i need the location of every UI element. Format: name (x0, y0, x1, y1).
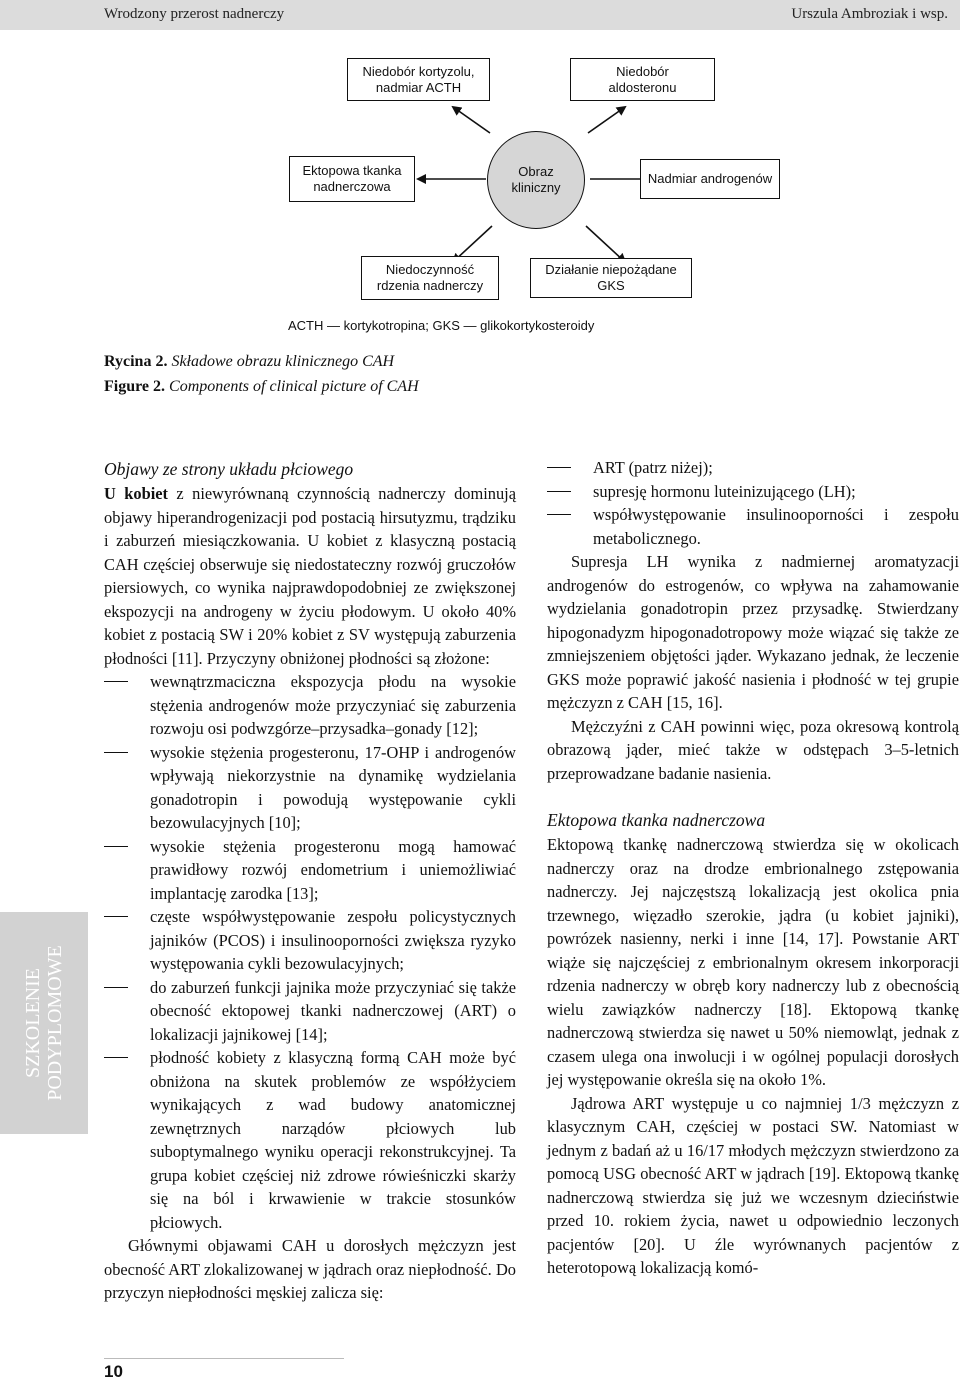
section-side-tab: SZKOLENIE PODYPLOMOWE (0, 912, 88, 1134)
list-item: wewnątrzmaciczna ekspozycja płodu na wysokie stężenia androgenów może przyczyniać się zaburzenia rozwoju osi podwzgórze–przysadka–gonady [12]; (104, 670, 516, 741)
box-aldosterone-deficiency: Niedobór aldosteronu (570, 58, 715, 101)
box-ectopic-tissue: Ektopowa tkanka nadnerczowa (289, 156, 415, 202)
diagram-legend: ACTH — kortykotropina; GKS — glikokortykosteroidy (288, 318, 595, 333)
footer-rule (104, 1358, 344, 1359)
box-medulla-insufficiency: Niedoczynność rdzenia nadnerczy (361, 256, 499, 300)
list-item: wysokie stężenia progesteronu mogą hamować prawidłowy rozwój endometrium i uniemożliwiać implantację zarodka [13]; (104, 835, 516, 906)
header-title: Wrodzony przerost nadnerczy (104, 6, 285, 22)
list-item: ART (patrz niżej); (547, 456, 959, 480)
paragraph: Głównymi objawami CAH u dorosłych mężczyzn jest obecność ART zlokalizowanej w jądrach oraz niepłodność. Do przyczyn niepłodności męskiej zalicza się: (104, 1236, 516, 1302)
arrow-bottom-right (586, 226, 625, 262)
list-item: do zaburzeń funkcji jajnika może przyczyniać się także obecność ektopowej tkanki nadnerczowej (ART) o lokalizacji jajnikowej [14]; (104, 976, 516, 1047)
arrow-top-right (588, 107, 625, 133)
list-item: supresję hormonu luteinizującego (LH); (547, 480, 959, 504)
page-number: 10 (104, 1362, 123, 1381)
box-cortisol-deficiency: Niedobór kortyzolu, nadmiar ACTH (347, 58, 490, 101)
right-column (547, 456, 959, 1280)
left-column (104, 456, 516, 1305)
header-authors: Urszula Ambroziak i wsp. (791, 6, 948, 22)
list-item: wysokie stężenia progesteronu, 17-OHP i androgenów wpływają niekorzystnie na dynamikę wydzielania gonadotropin i powodują występowanie cykli bezowulacyjnych [10]; (104, 741, 516, 835)
figure-diagram (0, 40, 960, 350)
paragraph: Mężczyźni z CAH powinni więc, poza okresową kontrolą obrazową jąder, mieć także w odstępach 3–5-letnich przeprowadzane badanie nasienia. (547, 716, 959, 783)
paragraph: Jądrowa ART występuje u co najmniej 1/3 mężczyzn z klasycznym CAH, częściej w postaci SW. Natomiast w jednym z badań aż u 16/17 młodych mężczyzn stwierdzono za pomocą USG obecność ART w jądrach [19]. Ektopową tkankę nadnerczową stwierdza się już we wczesnym dzieciństwie przed 10. rokiem życia, nawet u odpowiednio leczonych pacjentów [20]. U źle wyrównanych pacjentów z heterotopową lokalizacją komó- (547, 1093, 959, 1277)
paragraph: Ektopową tkankę nadnerczową stwierdza się w okolicach nadnerczy oraz na drodze embrionalnego zstępowania nadnerczy. Jej najczęstszą lokalizacją jest okolica pnia trzewnego, więzadło szerokie, jądra (u kobiet jajniki), powrózek nasienny, nerki i inne [14, 17]. Powstanie ART wiąże się najczęściej z embrionalnym okresem inkorporacji rdzenia nadnerczy w obręb kory nadnerczy lub z obecnością wielu zawiązków nadnerczy [18]. Ektopową tkankę nadnerczową stwierdza się nawet u 50% niemowląt, jednak z czasem ulega ona inwolucji i w ogólnej populacji dorosłych jej występowanie określa się na około 1%. (547, 835, 959, 1089)
caption-pl: Rycina 2. Składowe obrazu klinicznego CAH (104, 353, 395, 370)
caption-en: Figure 2. Components of clinical picture of CAH (104, 378, 419, 395)
list-item: płodność kobiety z klasyczną formą CAH może być obniżona na skutek problemów ze współżyciem wynikających z wad budowy anatomicznej zewnętrznych narządów płciowych lub suboptymalnego wyniku operacji rekonstrukcyjnej. Ta grupa kobiet częściej niż zdrowe rówieśniczki skarży się na ból i krwawienie w trakcie stosunków płciowych. (104, 1046, 516, 1234)
section-heading-ectopic: Ektopowa tkanka nadnerczowa (547, 810, 766, 830)
section-heading-reproductive: Objawy ze strony układu płciowego (104, 459, 354, 479)
box-androgen-excess: Nadmiar androgenów (640, 159, 780, 199)
running-header (0, 0, 960, 30)
list-item: częste współwystępowanie zespołu policystycznych jajników (PCOS) i insulinooporności zwiększa ryzyko występowania cykli bezowulacyjnych; (104, 905, 516, 976)
paragraph: U kobiet z niewyrównaną czynnością nadnerczy dominują objawy hiperandrogenizacji pod postacią hirsutyzmu, trądziku i zaburzeń miesiączkowania. U kobiet z klasyczną postacią CAH częściej obserwuje się niedostateczny rozwój gruczołów piersiowych, co wynika najprawdopodobniej ze zwiększonej ekspozycji na androgeny w życiu płodowym. U około 40% kobiet z postacią SW i 20% kobiet z SV występują zaburzenia płodności [11]. Przyczyny obniżonej płodności są złożone: (104, 484, 516, 668)
paragraph: Supresja LH wynika z nadmiernej aromatyzacji androgenów do estrogenów, co wpływa na zahamowanie wydzielania gonadotropin przez przysadkę. Stwierdzany hipogonadyzm hipogonadotropowy może wiązać się także ze zmniejszeniem objętości jąder. Wykazano jednak, że leczenie GKS może poprawić jakość nasienia i płodność w tej grupie mężczyzn z CAH [15, 16]. (547, 552, 959, 712)
box-gks-side-effects: Działanie niepożądane GKS (530, 258, 692, 298)
circle-clinical-picture: Obraz kliniczny (487, 131, 585, 229)
arrow-top-left (453, 107, 490, 133)
list-item: współwystępowanie insulinooporności i zespołu metabolicznego. (547, 503, 959, 550)
